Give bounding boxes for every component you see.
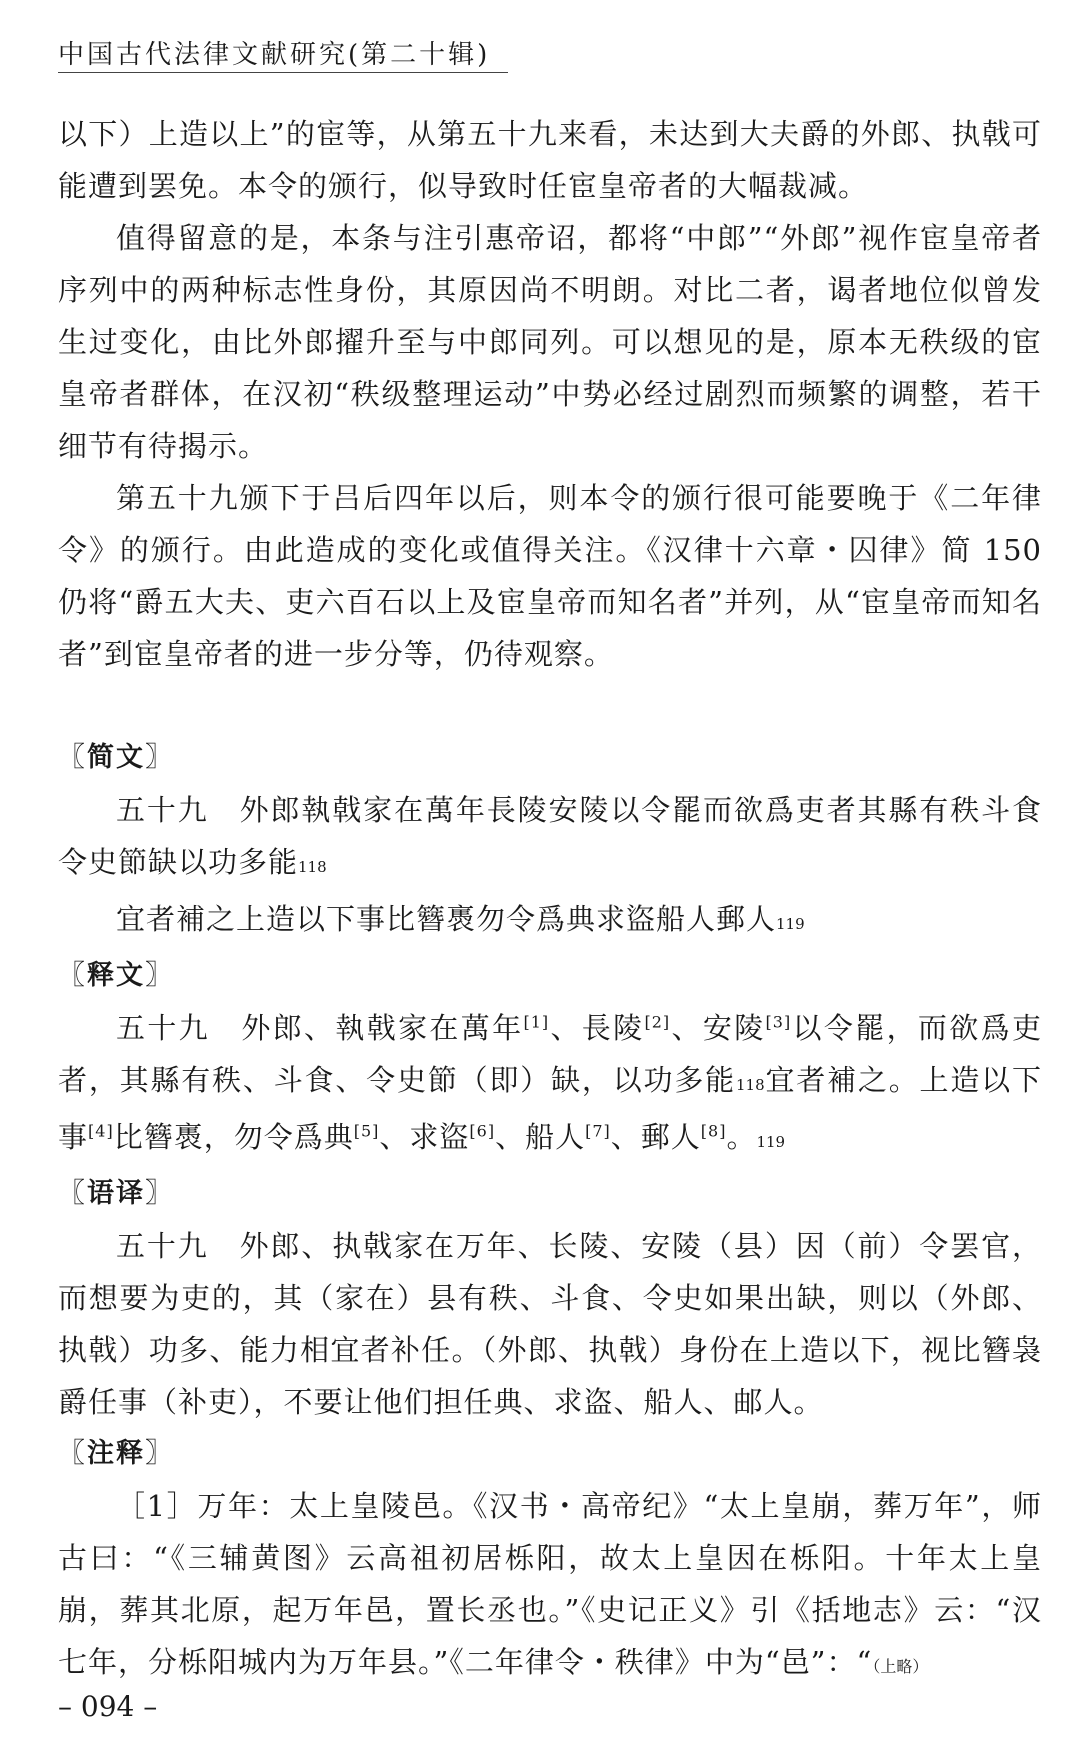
note-ref-4: [4] — [88, 1121, 114, 1141]
note-1: ［1］万年：太上皇陵邑。《汉书・高帝纪》“太上皇崩，葬万年”，师古曰：“《三辅黄图》云高祖初居栎阳，故太上皇因在栎阳。十年太上皇崩，葬其北原，起万年邑，置长丞也。”《史记正义》引《括地志》云：“汉七年，分栎阳城内为万年县。”《二年律令・秩律》中为“邑”：“（上略） — [58, 1489, 1042, 1679]
section-gap — [58, 680, 1042, 732]
section-title-zhushi: 〖注释〗 — [58, 1438, 174, 1469]
note-ref-8: [8] — [700, 1121, 727, 1141]
yuyi-text: 五十九 外郎、执戟家在万年、长陵、安陵（县）因（前）令罢官，而想要为吏的，其（家在）县有秩、斗食、令史如果出缺，则以（外郎、执戟）功多、能力相宜者补任。（外郎、执戟）身份在上造以下，视比簪袅爵任事（补吏），不要让他们担任典、求盗、船人、邮人。 — [58, 1229, 1042, 1419]
section-title-shiwen: 〖释文〗 — [58, 960, 174, 991]
section-title-jianwen: 〖简文〗 — [58, 742, 174, 773]
shiwen-text: 五十九 外郎、執戟家在萬年[1]、長陵[2]、安陵[3]以令罷，而欲爲吏者，其縣有秩、斗食、令史節（即）缺，以功多能118宜者補之。上造以下事[4]比簪褭，勿令爲典[5]、求盜[6]、船人[7]、郵人[8]。119 — [58, 1011, 1042, 1154]
page-body — [58, 108, 1042, 1693]
header-rule — [58, 72, 508, 73]
note-ref-1: [1] — [523, 1012, 550, 1032]
jianwen-line-1: 五十九 外郎執戟家在萬年長陵安陵以令罷而欲爲吏者其縣有秩斗食令史節缺以功多能118 — [58, 793, 1042, 879]
jianwen-line-2: 宜者補之上造以下事比簪褭勿令爲典求盜船人郵人119 — [116, 902, 805, 936]
paragraph-3: 第五十九颁下于吕后四年以后，则本令的颁行很可能要晚于《二年律令》的颁行。由此造成的变化或值得关注。《汉律十六章・囚律》简 150 仍将“爵五大夫、吏六百石以上及宦皇帝而知名者”并列，从“宦皇帝而知名者”到宦皇帝者的进一步分等，仍待观察。 — [58, 481, 1042, 671]
running-header: 中国古代法律文献研究(第二十辑) — [58, 40, 491, 70]
note-ref-7: [7] — [585, 1121, 611, 1141]
note-ref-5: [5] — [353, 1121, 380, 1141]
paragraph-2: 值得留意的是，本条与注引惠帝诏，都将“中郎”“外郎”视作宦皇帝者序列中的两种标志性身份，其原因尚不明朗。对比二者，谒者地位似曾发生过变化，由比外郎擢升至与中郎同列。可以想见的是，原本无秩级的宦皇帝者群体，在汉初“秩级整理运动”中势必经过剧烈而频繁的调整，若干细节有待揭示。 — [58, 221, 1042, 463]
paragraph-1: 以下）上造以上”的宦等，从第五十九来看，未达到大夫爵的外郎、执戟可能遭到罢免。本令的颁行，似导致时任宦皇帝者的大幅裁减。 — [58, 117, 1042, 203]
note-ref-3: [3] — [765, 1012, 792, 1032]
section-title-yuyi: 〖语译〗 — [58, 1178, 174, 1209]
page-number: – 094 – — [58, 1690, 158, 1723]
note-ref-6: [6] — [469, 1121, 496, 1141]
note-ref-2: [2] — [644, 1012, 671, 1032]
